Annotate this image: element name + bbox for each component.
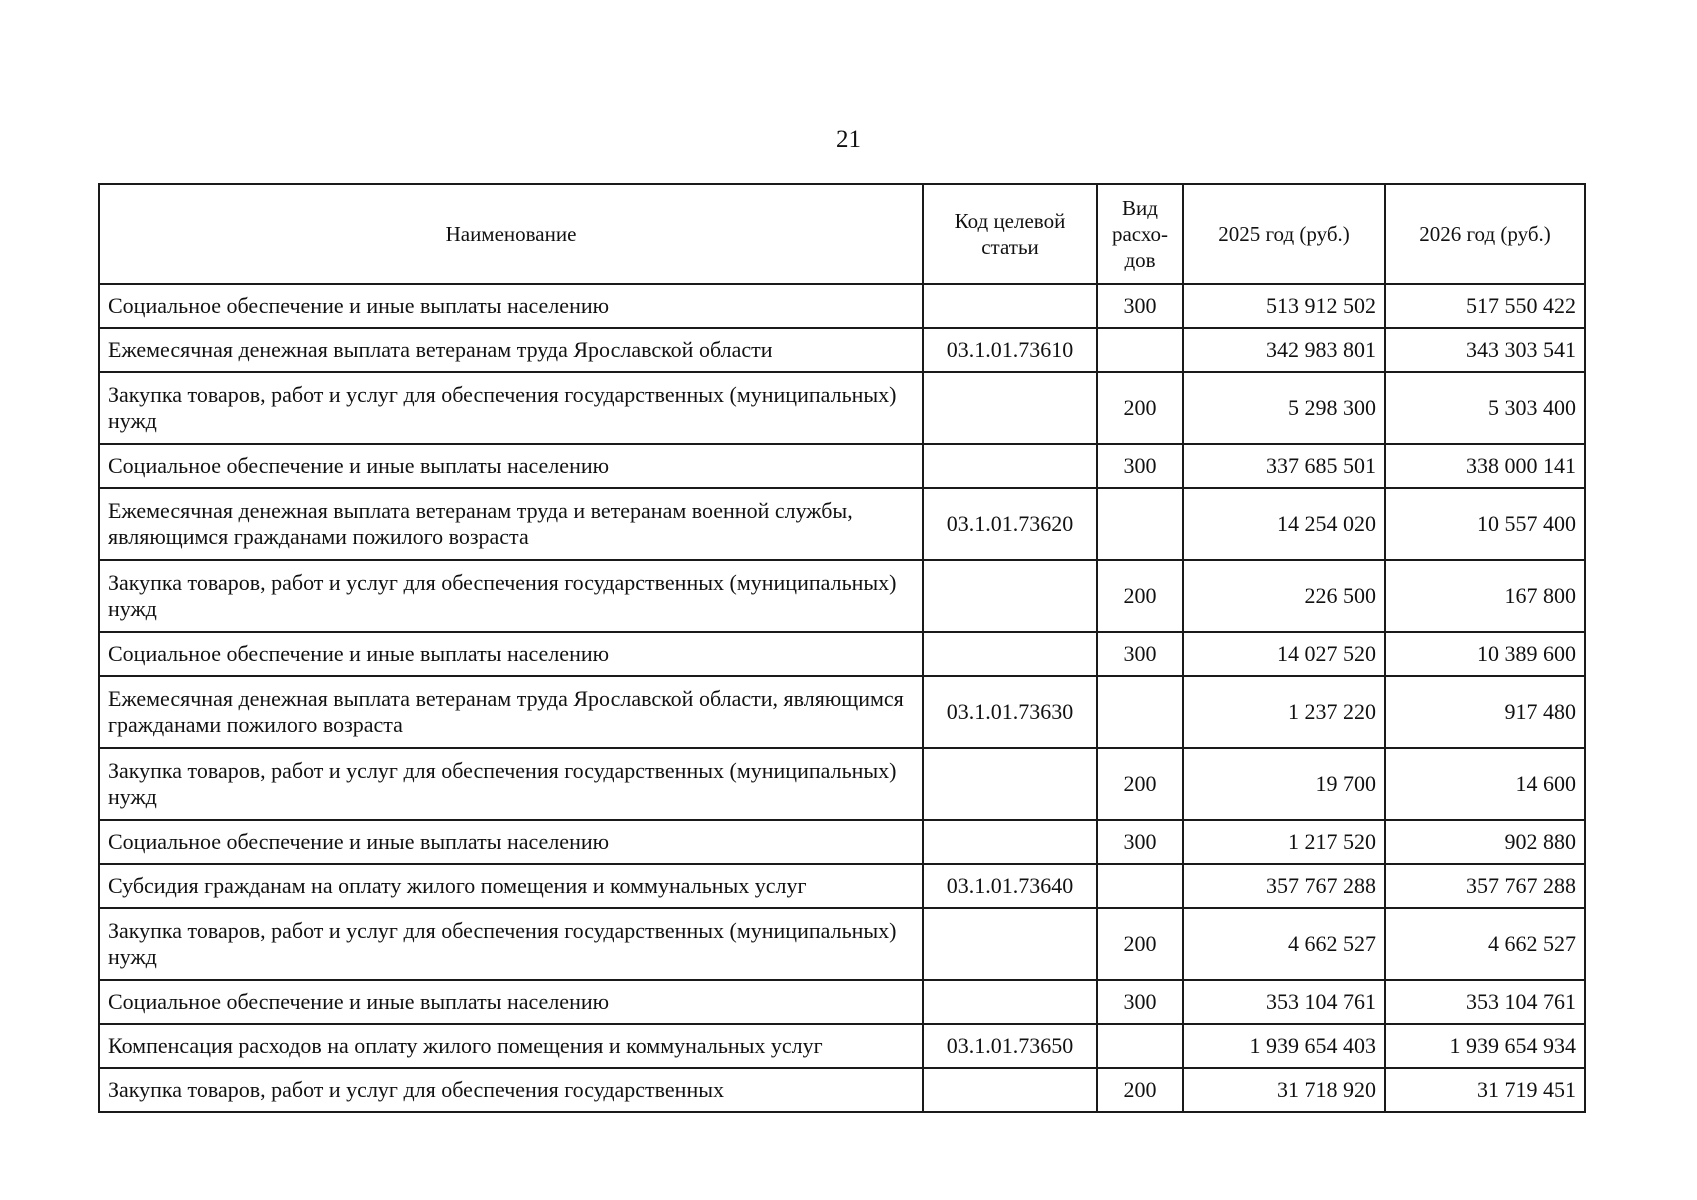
row-code bbox=[923, 1068, 1097, 1112]
row-code: 03.1.01.73640 bbox=[923, 864, 1097, 908]
row-2025: 1 237 220 bbox=[1183, 676, 1385, 748]
row-kind: 200 bbox=[1097, 372, 1183, 444]
row-2025: 14 254 020 bbox=[1183, 488, 1385, 560]
row-code: 03.1.01.73620 bbox=[923, 488, 1097, 560]
row-code bbox=[923, 372, 1097, 444]
row-code: 03.1.01.73630 bbox=[923, 676, 1097, 748]
row-2026: 10 557 400 bbox=[1385, 488, 1585, 560]
table-row bbox=[99, 864, 1585, 908]
row-2025: 357 767 288 bbox=[1183, 864, 1385, 908]
row-name: Ежемесячная денежная выплата ветеранам труда и ветеранам военной службы, являющимся гражданами пожилого возраста bbox=[99, 488, 923, 560]
row-name: Субсидия гражданам на оплату жилого помещения и коммунальных услуг bbox=[99, 864, 923, 908]
row-code bbox=[923, 632, 1097, 676]
row-kind: 200 bbox=[1097, 560, 1183, 632]
row-2025: 342 983 801 bbox=[1183, 328, 1385, 372]
row-code: 03.1.01.73650 bbox=[923, 1024, 1097, 1068]
row-name: Социальное обеспечение и иные выплаты населению bbox=[99, 284, 923, 328]
row-2025: 1 217 520 bbox=[1183, 820, 1385, 864]
row-2026: 5 303 400 bbox=[1385, 372, 1585, 444]
row-name: Социальное обеспечение и иные выплаты населению bbox=[99, 980, 923, 1024]
row-code bbox=[923, 560, 1097, 632]
row-name: Компенсация расходов на оплату жилого помещения и коммунальных услуг bbox=[99, 1024, 923, 1068]
row-2025: 337 685 501 bbox=[1183, 444, 1385, 488]
row-name: Ежемесячная денежная выплата ветеранам труда Ярославской области, являющимся гражданами пожилого возраста bbox=[99, 676, 923, 748]
row-kind: 300 bbox=[1097, 820, 1183, 864]
row-2026: 167 800 bbox=[1385, 560, 1585, 632]
row-kind bbox=[1097, 488, 1183, 560]
table-row bbox=[99, 488, 1585, 560]
header-2026: 2026 год (руб.) bbox=[1385, 184, 1585, 284]
table-row bbox=[99, 748, 1585, 820]
table-row bbox=[99, 284, 1585, 328]
row-2025: 19 700 bbox=[1183, 748, 1385, 820]
row-2026: 10 389 600 bbox=[1385, 632, 1585, 676]
row-2026: 343 303 541 bbox=[1385, 328, 1585, 372]
row-2025: 1 939 654 403 bbox=[1183, 1024, 1385, 1068]
row-code bbox=[923, 820, 1097, 864]
row-2025: 353 104 761 bbox=[1183, 980, 1385, 1024]
table-row bbox=[99, 980, 1585, 1024]
row-2026: 517 550 422 bbox=[1385, 284, 1585, 328]
row-kind: 300 bbox=[1097, 284, 1183, 328]
table-row bbox=[99, 676, 1585, 748]
header-name: Наименование bbox=[99, 184, 923, 284]
row-2026: 902 880 bbox=[1385, 820, 1585, 864]
row-code: 03.1.01.73610 bbox=[923, 328, 1097, 372]
table-row bbox=[99, 372, 1585, 444]
row-2026: 4 662 527 bbox=[1385, 908, 1585, 980]
row-2026: 338 000 141 bbox=[1385, 444, 1585, 488]
row-name: Закупка товаров, работ и услуг для обеспечения государственных (муниципальных) нужд bbox=[99, 908, 923, 980]
row-kind: 200 bbox=[1097, 748, 1183, 820]
table-row bbox=[99, 908, 1585, 980]
row-kind: 200 bbox=[1097, 1068, 1183, 1112]
row-2025: 226 500 bbox=[1183, 560, 1385, 632]
table-header-row bbox=[99, 184, 1585, 284]
row-name: Закупка товаров, работ и услуг для обеспечения государственных (муниципальных) нужд bbox=[99, 560, 923, 632]
table-row bbox=[99, 820, 1585, 864]
table-row bbox=[99, 632, 1585, 676]
table-row bbox=[99, 560, 1585, 632]
row-name: Социальное обеспечение и иные выплаты населению bbox=[99, 820, 923, 864]
row-code bbox=[923, 284, 1097, 328]
row-name: Ежемесячная денежная выплата ветеранам труда Ярославской области bbox=[99, 328, 923, 372]
row-2025: 14 027 520 bbox=[1183, 632, 1385, 676]
row-2025: 4 662 527 bbox=[1183, 908, 1385, 980]
row-2025: 5 298 300 bbox=[1183, 372, 1385, 444]
row-code bbox=[923, 444, 1097, 488]
row-kind: 300 bbox=[1097, 444, 1183, 488]
page-number: 21 bbox=[836, 126, 861, 153]
row-code bbox=[923, 748, 1097, 820]
row-2026: 357 767 288 bbox=[1385, 864, 1585, 908]
table-row bbox=[99, 328, 1585, 372]
row-name: Социальное обеспечение и иные выплаты населению bbox=[99, 632, 923, 676]
row-name: Социальное обеспечение и иные выплаты населению bbox=[99, 444, 923, 488]
row-name: Закупка товаров, работ и услуг для обеспечения государственных (муниципальных) нужд bbox=[99, 372, 923, 444]
row-2026: 31 719 451 bbox=[1385, 1068, 1585, 1112]
row-name: Закупка товаров, работ и услуг для обеспечения государственных (муниципальных) нужд bbox=[99, 748, 923, 820]
header-kind: Вид расхо-дов bbox=[1097, 184, 1183, 284]
row-kind bbox=[1097, 328, 1183, 372]
row-name: Закупка товаров, работ и услуг для обеспечения государственных bbox=[99, 1068, 923, 1112]
row-kind: 300 bbox=[1097, 980, 1183, 1024]
row-kind bbox=[1097, 1024, 1183, 1068]
header-code: Код целевой статьи bbox=[923, 184, 1097, 284]
budget-table bbox=[98, 183, 1586, 1113]
row-kind bbox=[1097, 864, 1183, 908]
row-code bbox=[923, 908, 1097, 980]
table-row bbox=[99, 444, 1585, 488]
row-code bbox=[923, 980, 1097, 1024]
table-row bbox=[99, 1024, 1585, 1068]
row-2026: 1 939 654 934 bbox=[1385, 1024, 1585, 1068]
header-2025: 2025 год (руб.) bbox=[1183, 184, 1385, 284]
table-row bbox=[99, 1068, 1585, 1112]
row-2025: 31 718 920 bbox=[1183, 1068, 1385, 1112]
row-kind bbox=[1097, 676, 1183, 748]
row-kind: 300 bbox=[1097, 632, 1183, 676]
row-2026: 14 600 bbox=[1385, 748, 1585, 820]
row-2026: 353 104 761 bbox=[1385, 980, 1585, 1024]
row-kind: 200 bbox=[1097, 908, 1183, 980]
row-2025: 513 912 502 bbox=[1183, 284, 1385, 328]
row-2026: 917 480 bbox=[1385, 676, 1585, 748]
